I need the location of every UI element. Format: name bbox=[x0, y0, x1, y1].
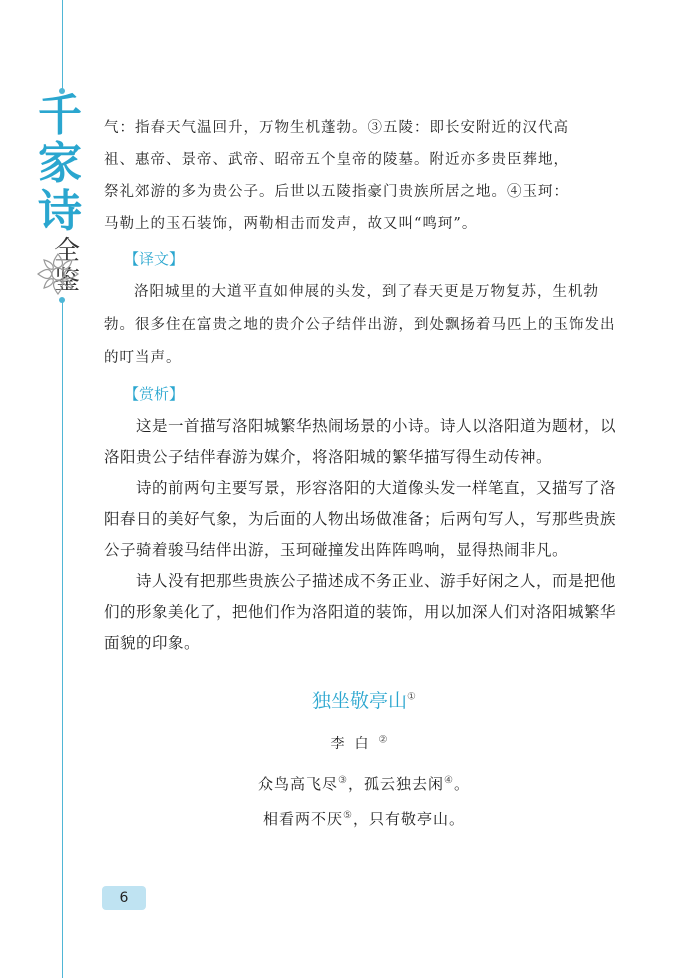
analysis-header: 【赏析】 bbox=[124, 385, 185, 403]
poem-line-part: 。 bbox=[453, 775, 470, 793]
poem-author-name: 李白 bbox=[330, 736, 379, 752]
translation-text: 洛阳城里的大道平直如伸展的头发，到了春天更是万物复苏，生机勃勃。很多住在富贵之地的贵介公子结伴出游，到处飘扬着马匹上的玉饰发出的叮当声。 bbox=[104, 284, 616, 366]
book-title-char: 千 bbox=[38, 90, 82, 141]
translation-section bbox=[104, 276, 624, 375]
side-rule-top bbox=[62, 0, 63, 90]
annotation-notes bbox=[104, 112, 624, 240]
book-subtitle-char: 全 bbox=[53, 236, 80, 266]
note-line: 祭礼郊游的多为贵公子。后世以五陵指豪门贵族所居之地。④玉珂： bbox=[104, 184, 569, 200]
book-title-char: 家 bbox=[38, 138, 82, 189]
note-line: 马勒上的玉石装饰，两勒相击而发声，故又叫“鸣珂”。 bbox=[104, 216, 478, 232]
poem-line-part: 相看两不厌 bbox=[263, 810, 344, 828]
poem-line bbox=[104, 765, 624, 800]
footnote-marker: ⑤ bbox=[343, 810, 353, 821]
main-content bbox=[104, 112, 624, 659]
footnote-marker: ② bbox=[378, 734, 398, 746]
poem-line-part: 众鸟高飞尽 bbox=[258, 775, 339, 793]
poem-line-part: ，只有敬亭山。 bbox=[352, 810, 465, 828]
note-line: 气：指春天气温回升，万物生机蓬勃。③五陵：即长安附近的汉代高 bbox=[104, 120, 569, 136]
flower-ornament-icon bbox=[34, 250, 82, 298]
analysis-paragraph: 这是一首描写洛阳城繁华热闹场景的小诗。诗人以洛阳道为题材，以洛阳贵公子结伴春游为媒介，将洛阳城的繁华描写得生动传神。 bbox=[104, 417, 617, 466]
poem-title bbox=[104, 686, 624, 713]
poem-line bbox=[104, 800, 624, 835]
book-subtitle-char: 鉴 bbox=[53, 266, 80, 296]
analysis-paragraph: 诗人没有把那些贵族公子描述成不务正业、游手好闲之人，而是把他们的形象美化了，把他们作为洛阳道的装饰，用以加深人们对洛阳城繁华面貌的印象。 bbox=[104, 572, 617, 652]
poem-title-text: 独坐敬亭山 bbox=[312, 690, 408, 712]
poem-line-part: ，孤云独去闲 bbox=[347, 775, 444, 793]
footnote-marker: ③ bbox=[338, 775, 348, 786]
poem-block bbox=[104, 686, 624, 835]
page-number: 6 bbox=[102, 886, 146, 910]
poem-author bbox=[104, 733, 624, 753]
book-title-char: 诗 bbox=[38, 186, 82, 237]
analysis-section bbox=[104, 411, 624, 659]
translation-header: 【译文】 bbox=[124, 250, 185, 268]
note-line: 祖、惠帝、景帝、武帝、昭帝五个皇帝的陵墓。附近亦多贵臣葬地， bbox=[104, 152, 569, 168]
side-rule-bottom bbox=[62, 300, 63, 978]
analysis-paragraph: 诗的前两句主要写景，形容洛阳的大道像头发一样笔直，又描写了洛阳春日的美好气象，为后面的人物出场做准备；后两句写人，写那些贵族公子骑着骏马结伴出游，玉珂碰撞发出阵阵鸣响，显得热闹非凡。 bbox=[104, 479, 617, 559]
footnote-marker: ④ bbox=[444, 775, 454, 786]
footnote-marker: ① bbox=[407, 691, 416, 703]
